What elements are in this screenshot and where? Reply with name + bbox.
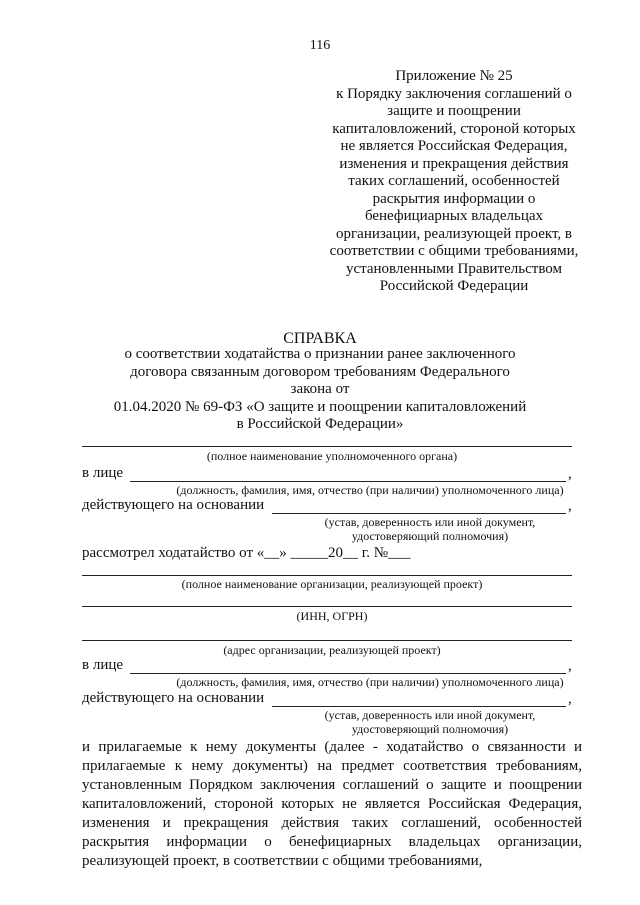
subtitle-line: в Российской Федерации»: [236, 416, 404, 432]
reviewed-line: рассмотрел ходатайство от «__» _____20__ г. №___: [82, 545, 411, 561]
address-field[interactable]: [82, 640, 572, 641]
official-field-2[interactable]: [130, 673, 566, 674]
official-comma-2: ,: [568, 658, 572, 674]
subtitle-line: 01.04.2020 № 69-ФЗ «О защите и поощрении капиталовложений: [113, 398, 527, 415]
basis-caption-line: удостоверяющий полномочия): [351, 529, 509, 543]
appendix-line: таких соглашений, особенностей: [348, 173, 560, 189]
basis-caption-line: удостоверяющий полномочия): [351, 722, 509, 736]
acting-basis-comma-2: ,: [568, 691, 572, 707]
appendix-header: [318, 68, 590, 296]
document-subtitle: [110, 346, 530, 434]
basis-caption-2: [290, 708, 570, 736]
acting-basis-field[interactable]: [272, 513, 566, 514]
appendix-line: установленными Правительством: [345, 260, 563, 277]
appendix-line: соответствии с общими требованиями,: [329, 243, 579, 259]
appendix-line: Приложение № 25: [395, 68, 513, 84]
authority-name-caption: (полное наименование уполномоченного органа): [206, 449, 458, 463]
appendix-line: защите и поощрении: [387, 103, 521, 119]
appendix-line: организации, реализующей проект, в: [336, 225, 572, 242]
official-comma: ,: [568, 466, 572, 482]
appendix-line: изменения и прекращения действия: [339, 155, 569, 172]
document-title: СПРАВКА: [283, 330, 357, 347]
basis-caption: [290, 515, 570, 543]
org-name-field[interactable]: [82, 575, 572, 576]
inn-field[interactable]: [82, 606, 572, 607]
body-paragraph: и прилагаемые к нему документы (далее - ходатайство о связанности и прилагаемые к нему документы) на предмет соответствия требованиям, установленным Порядком заключения соглашений о защите и поощрении капиталовложений, стороной которых не является Российская Федерация, изменения и прекращения действия таких соглашений, особенностей раскрытия информации о бенефициарных владельцах организации, реализующей проект, в соответствии с общими требованиями,: [82, 739, 582, 869]
org-name-caption: (полное наименование организации, реализующей проект): [181, 577, 483, 591]
inn-caption: (ИНН, ОГРН): [296, 609, 368, 623]
basis-caption-line: (устав, доверенность или иной документ,: [324, 515, 536, 529]
appendix-line: к Порядку заключения соглашений о: [336, 85, 572, 102]
acting-basis-label-2: действующего на основании: [82, 690, 265, 706]
appendix-line: бенефициарных владельцах: [364, 208, 544, 224]
basis-caption-line: (устав, доверенность или иной документ,: [324, 708, 536, 722]
subtitle-line: о соответствии ходатайства о признании ранее заключенного: [124, 346, 516, 362]
in-person-label-2: в лице: [82, 657, 124, 673]
official-caption-2: (должность, фамилия, имя, отчество (при наличии) уполномоченного лица): [176, 675, 564, 689]
subtitle-line: договора связанным договором требованиям Федерального закона от: [130, 363, 510, 397]
address-caption: (адрес организации, реализующей проект): [223, 643, 441, 657]
acting-basis-label: действующего на основании: [82, 497, 265, 513]
official-caption: (должность, фамилия, имя, отчество (при наличии) уполномоченного лица): [176, 483, 564, 497]
appendix-line: раскрытия информации о: [372, 190, 536, 207]
official-field[interactable]: [130, 481, 566, 482]
in-person-label: в лице: [82, 465, 124, 481]
acting-basis-comma: ,: [568, 498, 572, 514]
appendix-line: не является Российская Федерация,: [340, 138, 568, 154]
acting-basis-field-2[interactable]: [272, 706, 566, 707]
page-number: 116: [309, 38, 331, 53]
appendix-line: Российской Федерации: [379, 278, 529, 294]
appendix-line: капиталовложений, стороной которых: [332, 120, 576, 137]
authority-name-field[interactable]: [82, 446, 572, 447]
